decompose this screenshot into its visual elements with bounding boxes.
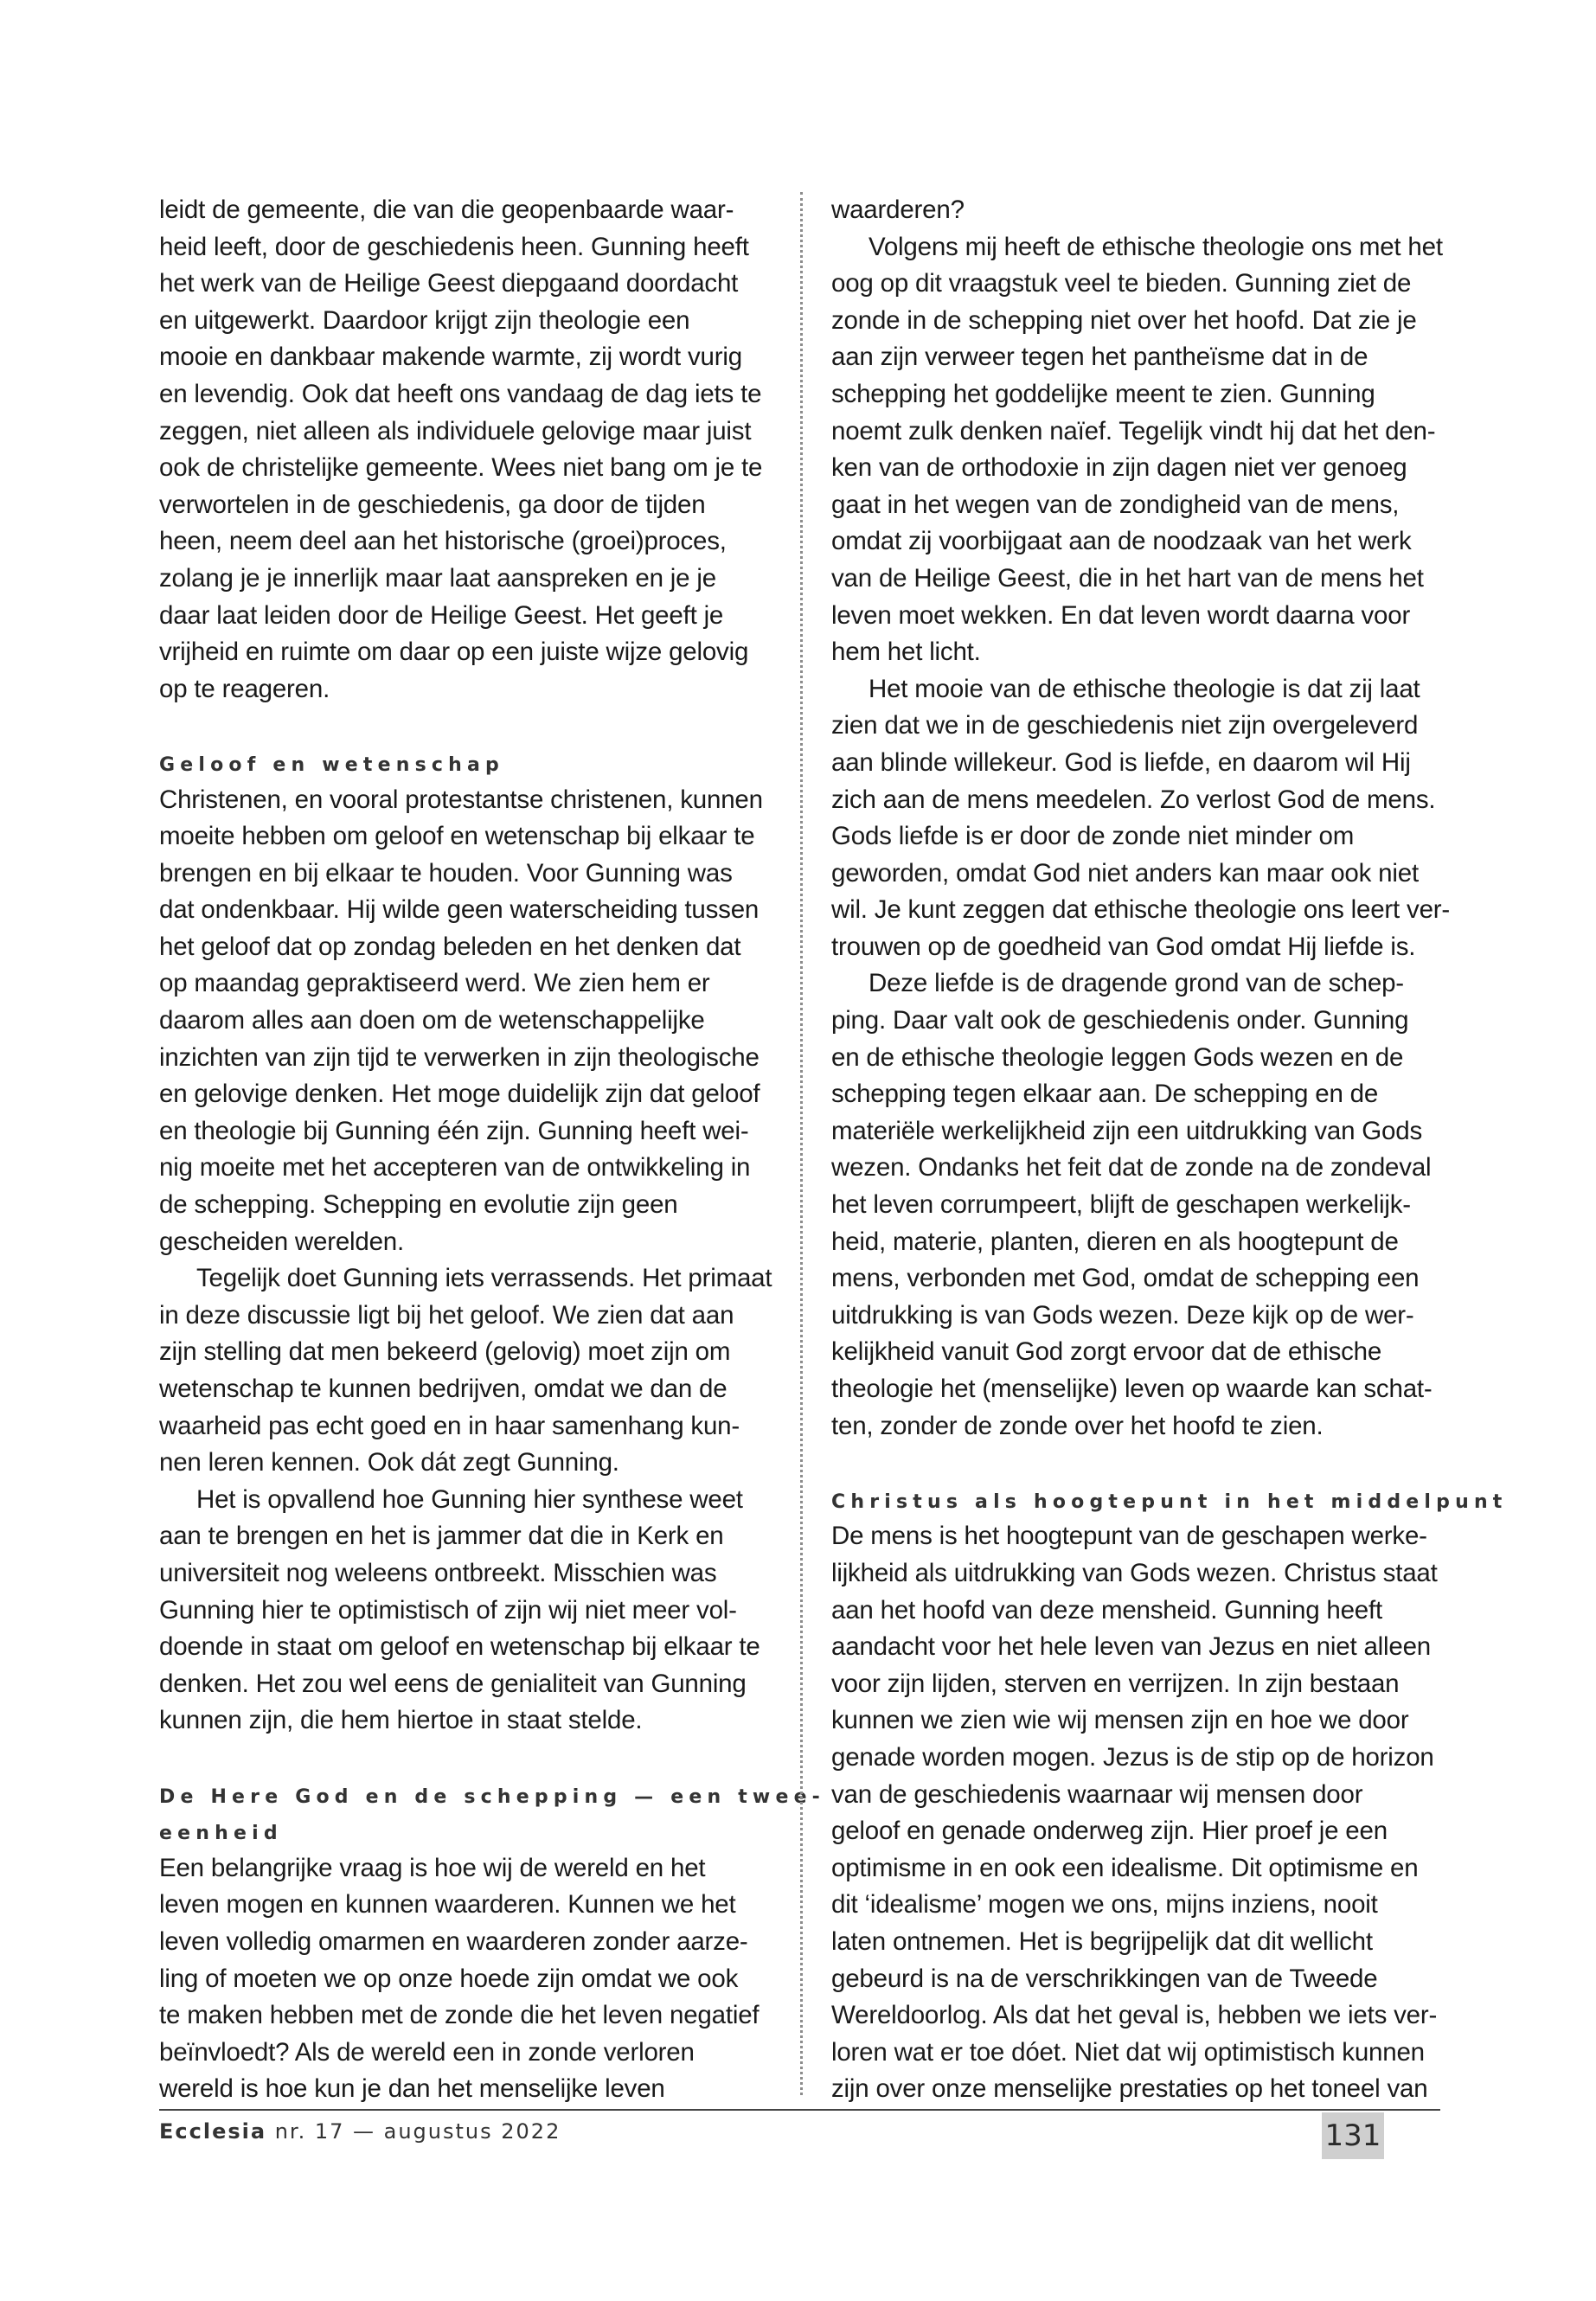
body-text-line: leven mogen en kunnen waarderen. Kunnen we het [159, 1890, 736, 1920]
body-text-line: aan blinde willekeur. God is liefde, en daarom wil Hij [831, 747, 1411, 777]
body-text-line: nig moeite met het accepteren van de ontwikkeling in [159, 1153, 751, 1183]
left-column [159, 192, 826, 2108]
body-text-line: geworden, omdat God niet anders kan maar ook niet [831, 858, 1419, 888]
page-number: 131 [1322, 2112, 1384, 2159]
body-text-line: ten, zonder de zonde over het hoofd te zien. [831, 1411, 1324, 1440]
body-text-line: zijn over onze menselijke prestaties op het toneel van [831, 2074, 1428, 2104]
body-text-line: brengen en bij elkaar te houden. Voor Gunning was [159, 858, 733, 888]
body-text-line: De mens is het hoogtepunt van de geschapen werke- [831, 1522, 1427, 1551]
body-text-line: het geloof dat op zondag beleden en het denken dat [159, 932, 741, 961]
body-text-line: ling of moeten we op onze hoede zijn omdat we ook [159, 1964, 739, 1993]
body-text-line: oog op dit vraagstuk veel te bieden. Gunning ziet de [831, 269, 1412, 298]
body-text-line: Christenen, en vooral protestantse christenen, kunnen [159, 785, 763, 814]
body-text-line: het leven corrumpeert, blijft de geschapen werkelijk- [831, 1190, 1411, 1220]
section-heading: Christus als hoogtepunt in het middelpunt [831, 1490, 1508, 1513]
body-text-line: aan te brengen en het is jammer dat die in Kerk en [159, 1522, 724, 1551]
body-text-line: gebeurd is na de verschrikkingen van de Tweede [831, 1964, 1378, 1993]
body-text-line: uitdrukking is van Gods wezen. Deze kijk op de wer- [831, 1300, 1414, 1330]
section-heading: Geloof en wetenschap [159, 753, 504, 776]
body-text-line: leidt de gemeente, die van die geopenbaarde waar- [159, 195, 734, 224]
body-text-line: verwortelen in de geschiedenis, ga door de tijden [159, 490, 706, 519]
body-text-line: trouwen op de goedheid van God omdat Hij liefde is. [831, 932, 1416, 961]
body-text-line: wil. Je kunt zeggen dat ethische theologie ons leert ver- [831, 895, 1451, 925]
right-column [831, 192, 1508, 2108]
body-text-line: dat ondenkbaar. Hij wilde geen waterscheiding tussen [159, 895, 760, 925]
body-text-line: zijn stelling dat men bekeerd (gelovig) moet zijn om [159, 1337, 731, 1367]
body-text-line: schepping tegen elkaar aan. De schepping en de [831, 1080, 1379, 1109]
body-text-line: genade worden mogen. Jezus is de stip op de horizon [831, 1742, 1434, 1772]
body-text-line: Tegelijk doet Gunning iets verrassends. Het primaat [196, 1264, 772, 1293]
body-text-line: en uitgewerkt. Daardoor krijgt zijn theologie een [159, 305, 690, 335]
body-text-line: heen, neem deel aan het historische (groei)proces, [159, 527, 727, 556]
body-text-line: leven volledig omarmen en waarderen zonder aarze- [159, 1926, 748, 1956]
section-heading: De Here God en de schepping — een twee- [159, 1785, 826, 1808]
body-text-line: zolang je je innerlijk maar laat aanspreken en je je [159, 563, 716, 593]
body-text-line: daarom alles aan doen om de wetenschappelijke [159, 1006, 705, 1035]
body-text-line: materiële werkelijkheid zijn een uitdrukking van Gods [831, 1116, 1422, 1145]
body-text-line: gescheiden werelden. [159, 1227, 405, 1256]
body-text-line: nen leren kennen. Ook dát zegt Gunning. [159, 1448, 619, 1477]
body-text-line: universiteit nog weleens ontbreekt. Misschien was [159, 1558, 717, 1587]
body-text-line: omdat zij voorbijgaat aan de noodzaak van het werk [831, 527, 1412, 556]
body-text-line: wereld is hoe kun je dan het menselijke leven [159, 2074, 665, 2104]
body-text-line: kelijkheid vanuit God zorgt ervoor dat de ethische [831, 1337, 1382, 1367]
body-text-line: in deze discussie ligt bij het geloof. We zien dat aan [159, 1300, 734, 1330]
body-text-line: op te reageren. [159, 674, 330, 703]
body-text-line: ook de christelijke gemeente. Wees niet bang om je te [159, 453, 763, 483]
body-text-line: schepping het goddelijke meent te zien. Gunning [831, 379, 1375, 408]
body-text-line: Het mooie van de ethische theologie is dat zij laat [869, 674, 1420, 703]
footer-rule [159, 2109, 1440, 2111]
body-text-line: kunnen we zien wie wij mensen zijn en hoe we door [831, 1706, 1409, 1735]
footer-caption [159, 2119, 561, 2144]
column-divider [800, 192, 803, 2095]
body-text-line: zonde in de schepping niet over het hoofd. Dat zie je [831, 305, 1417, 335]
body-text-line: van de geschiedenis waarnaar wij mensen door [831, 1779, 1363, 1809]
body-text-line: daar laat leiden door de Heilige Geest. Het geeft je [159, 600, 724, 630]
body-text-line: wetenschap te kunnen bedrijven, omdat we dan de [159, 1375, 727, 1403]
body-text-line: optimisme in en ook een idealisme. Dit optimisme en [831, 1853, 1419, 1882]
body-text-line: mooie en dankbaar makende warmte, zij wordt vurig [159, 343, 742, 372]
body-text-line: zeggen, niet alleen als individuele gelovige maar juist [159, 416, 752, 445]
body-text-line: vrijheid en ruimte om daar op een juiste wijze gelovig [159, 638, 749, 667]
body-text-line: zien dat we in de geschiedenis niet zijn overgeleverd [831, 711, 1419, 740]
body-text-line: voor zijn lijden, sterven en verrijzen. In zijn bestaan [831, 1669, 1400, 1698]
body-text-line: heid leeft, door de geschiedenis heen. Gunning heeft [159, 232, 749, 261]
body-text-line: Wereldoorlog. Als dat het geval is, hebben we iets ver- [831, 2001, 1438, 2030]
body-text-line: zich aan de mens meedelen. Zo verlost God de mens. [831, 785, 1436, 814]
body-text-line: het werk van de Heilige Geest diepgaand doordacht [159, 269, 739, 298]
journal-name: Ecclesia [159, 2119, 267, 2144]
body-text-line: kunnen zijn, die hem hiertoe in staat stelde. [159, 1706, 643, 1735]
paragraph-gap [159, 1740, 756, 1777]
body-text-line: en gelovige denken. Het moge duidelijk zijn dat geloof [159, 1080, 760, 1109]
body-text-line: de schepping. Schepping en evolutie zijn geen [159, 1190, 678, 1220]
body-text-line: beïnvloedt? Als de wereld een in zonde verloren [159, 2037, 695, 2067]
body-text-line: doende in staat om geloof en wetenschap bij elkaar te [159, 1632, 760, 1662]
body-text-line: op maandag gepraktiseerd werd. We zien hem er [159, 969, 710, 998]
body-text-line: ken van de orthodoxie in zijn dagen niet ver genoeg [831, 453, 1407, 483]
body-text-line: waarderen? [831, 195, 965, 224]
body-text-line: waarheid pas echt goed en in haar samenhang kun- [159, 1411, 740, 1440]
section-heading: eenheid [159, 1823, 283, 1845]
body-text-line: Gods liefde is er door de zonde niet minder om [831, 822, 1355, 851]
paragraph-gap [159, 708, 756, 745]
body-text-line: denken. Het zou wel eens de genialiteit van Gunning [159, 1669, 747, 1698]
body-text-line: mens, verbonden met God, omdat de schepping een [831, 1264, 1420, 1293]
body-text-line: hem het licht. [831, 638, 981, 667]
body-text-line: aan het hoofd van deze mensheid. Gunning heeft [831, 1595, 1383, 1625]
body-text-line: en theologie bij Gunning één zijn. Gunning heeft wei- [159, 1116, 749, 1145]
body-text-line: leven moet wekken. En dat leven wordt daarna voor [831, 600, 1411, 630]
body-text-line: laten ontnemen. Het is begrijpelijk dat dit wellicht [831, 1926, 1373, 1956]
paragraph-gap [831, 1445, 1439, 1482]
body-text-line: loren wat er toe dóet. Niet dat wij optimistisch kunnen [831, 2037, 1425, 2067]
body-text-line: en levendig. Ook dat heeft ons vandaag de dag iets te [159, 379, 762, 408]
body-text-line: Een belangrijke vraag is hoe wij de wereld en het [159, 1853, 706, 1882]
issue-info: nr. 17 — augustus 2022 [274, 2119, 561, 2144]
body-text-line: theologie het (menselijke) leven op waarde kan schat- [831, 1375, 1433, 1403]
body-text-line: geloof en genade onderweg zijn. Hier proef je een [831, 1817, 1388, 1846]
body-text-line: ping. Daar valt ook de geschiedenis onder. Gunning [831, 1006, 1409, 1035]
body-text-line: wezen. Ondanks het feit dat de zonde na de zondeval [831, 1153, 1432, 1183]
body-text-line: Het is opvallend hoe Gunning hier synthese weet [196, 1484, 743, 1514]
body-text-line: van de Heilige Geest, die in het hart van de mens het [831, 563, 1424, 593]
body-text-line: aandacht voor het hele leven van Jezus en niet alleen [831, 1632, 1431, 1662]
body-text-line: Gunning hier te optimistisch of zijn wij niet meer vol- [159, 1595, 737, 1625]
body-text-line: noemt zulk denken naïef. Tegelijk vindt hij dat het den- [831, 416, 1436, 445]
body-text-line: aan zijn verweer tegen het pantheïsme dat in de [831, 343, 1368, 372]
body-text-line: moeite hebben om geloof en wetenschap bij elkaar te [159, 822, 755, 851]
body-text-line: dit ‘idealisme’ mogen we ons, mijns inziens, nooit [831, 1890, 1378, 1920]
body-text-line: Deze liefde is de dragende grond van de schep- [869, 969, 1404, 998]
body-text-line: Volgens mij heeft de ethische theologie ons met het [869, 232, 1443, 261]
body-text-line: inzichten van zijn tijd te verwerken in zijn theologische [159, 1042, 760, 1072]
body-text-line: te maken hebben met de zonde die het leven negatief [159, 2001, 760, 2030]
body-text-line: en de ethische theologie leggen Gods wezen en de [831, 1042, 1404, 1072]
body-text-line: gaat in het wegen van de zondigheid van de mens, [831, 490, 1400, 519]
body-text-line: heid, materie, planten, dieren en als hoogtepunt de [831, 1227, 1399, 1256]
body-text-line: lijkheid als uitdrukking van Gods wezen. Christus staat [831, 1558, 1438, 1587]
